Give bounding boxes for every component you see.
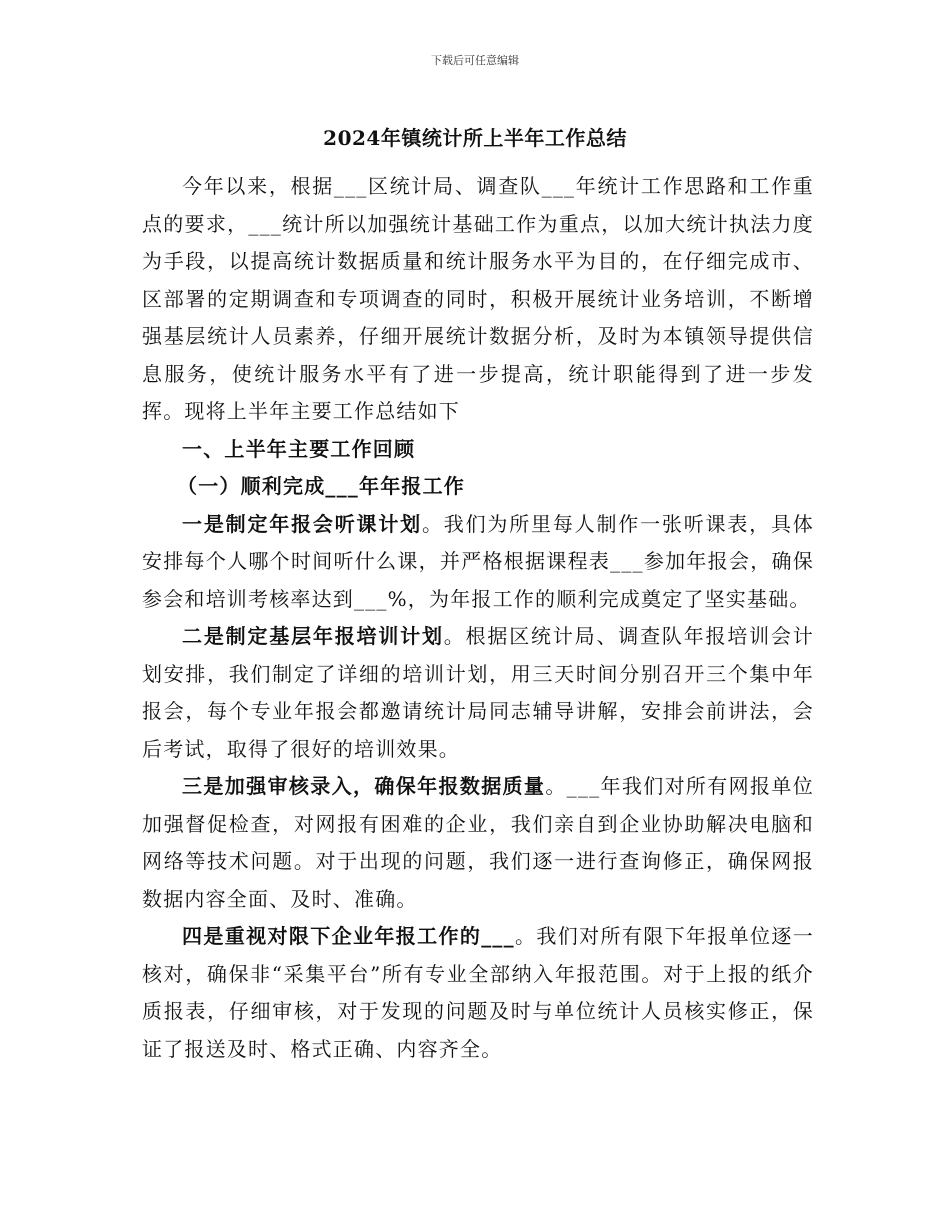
- item-lead-4: 四是重视对限下企业年报工作的___: [182, 924, 515, 948]
- item-paragraph-2: [142, 618, 814, 768]
- intro-paragraph: 今年以来，根据___区统计局、调查队___年统计工作思路和工作重点的要求，___统计所以加强统计基础工作为重点，以加大统计执法力度为手段，以提高统计数据质量和统计服务水平为目的，在仔细完成市、区部署的定期调查和专项调查的同时，积极开展统计业务培训，不断增强基层统计人员素养，仔细开展统计数据分析，及时为本镇领导提供信息服务，使统计服务水平有了进一步提高，统计职能得到了进一步发挥。现将上半年主要工作总结如下: [142, 174, 814, 423]
- item-text-1: 。我们为所里每人制作一张听课表，具体安排每个人哪个时间听什么课，并严格根据课程表___参加年报会，确保参会和培训考核率达到___%，为年报工作的顺利完成奠定了坚实基础。: [142, 511, 814, 611]
- item-text-2: 。根据区统计局、调查队年报培训会计划安排，我们制定了详细的培训计划，用三天时间分别召开三个集中年报会，每个专业年报会都邀请统计局同志辅导讲解，安排会前讲法，会后考试，取得了很好的培训效果。: [142, 624, 815, 761]
- document-title: 2024年镇统计所上半年工作总结: [323, 126, 627, 150]
- item-lead-3: 三是加强审核录入，确保年报数据质量: [182, 774, 546, 798]
- item-lead-1: 一是制定年报会听课计划: [182, 511, 422, 536]
- subsection-heading: （一）顺利完成___年年报工作: [177, 474, 465, 498]
- item-paragraph-1: [142, 506, 814, 619]
- item-lead-2: 二是制定基层年报培训计划: [182, 624, 444, 648]
- item-text-3: 。___年我们对所有网报单位加强督促检查，对网报有困难的企业，我们亲自到企业协助解决电脑和网络等技术问题。对于出现的问题，我们逐一进行查询修正，确保网报数据内容全面、及时、准确。: [142, 774, 814, 911]
- item-paragraph-3: [142, 768, 814, 918]
- item-text-4: 。我们对所有限下年报单位逐一核对，确保非“采集平台”所有专业全部纳入年报范围。对于上报的纸介质报表，仔细审核，对于发现的问题及时与单位统计人员核实修正，保证了报送及时、格式正确、内容齐全。: [142, 924, 814, 1061]
- page-header-note: 下载后可任意编辑: [431, 54, 519, 67]
- item-paragraph-4: [142, 918, 814, 1068]
- section-heading: 一、上半年主要工作回顾: [182, 436, 416, 461]
- document-body: [142, 168, 814, 1068]
